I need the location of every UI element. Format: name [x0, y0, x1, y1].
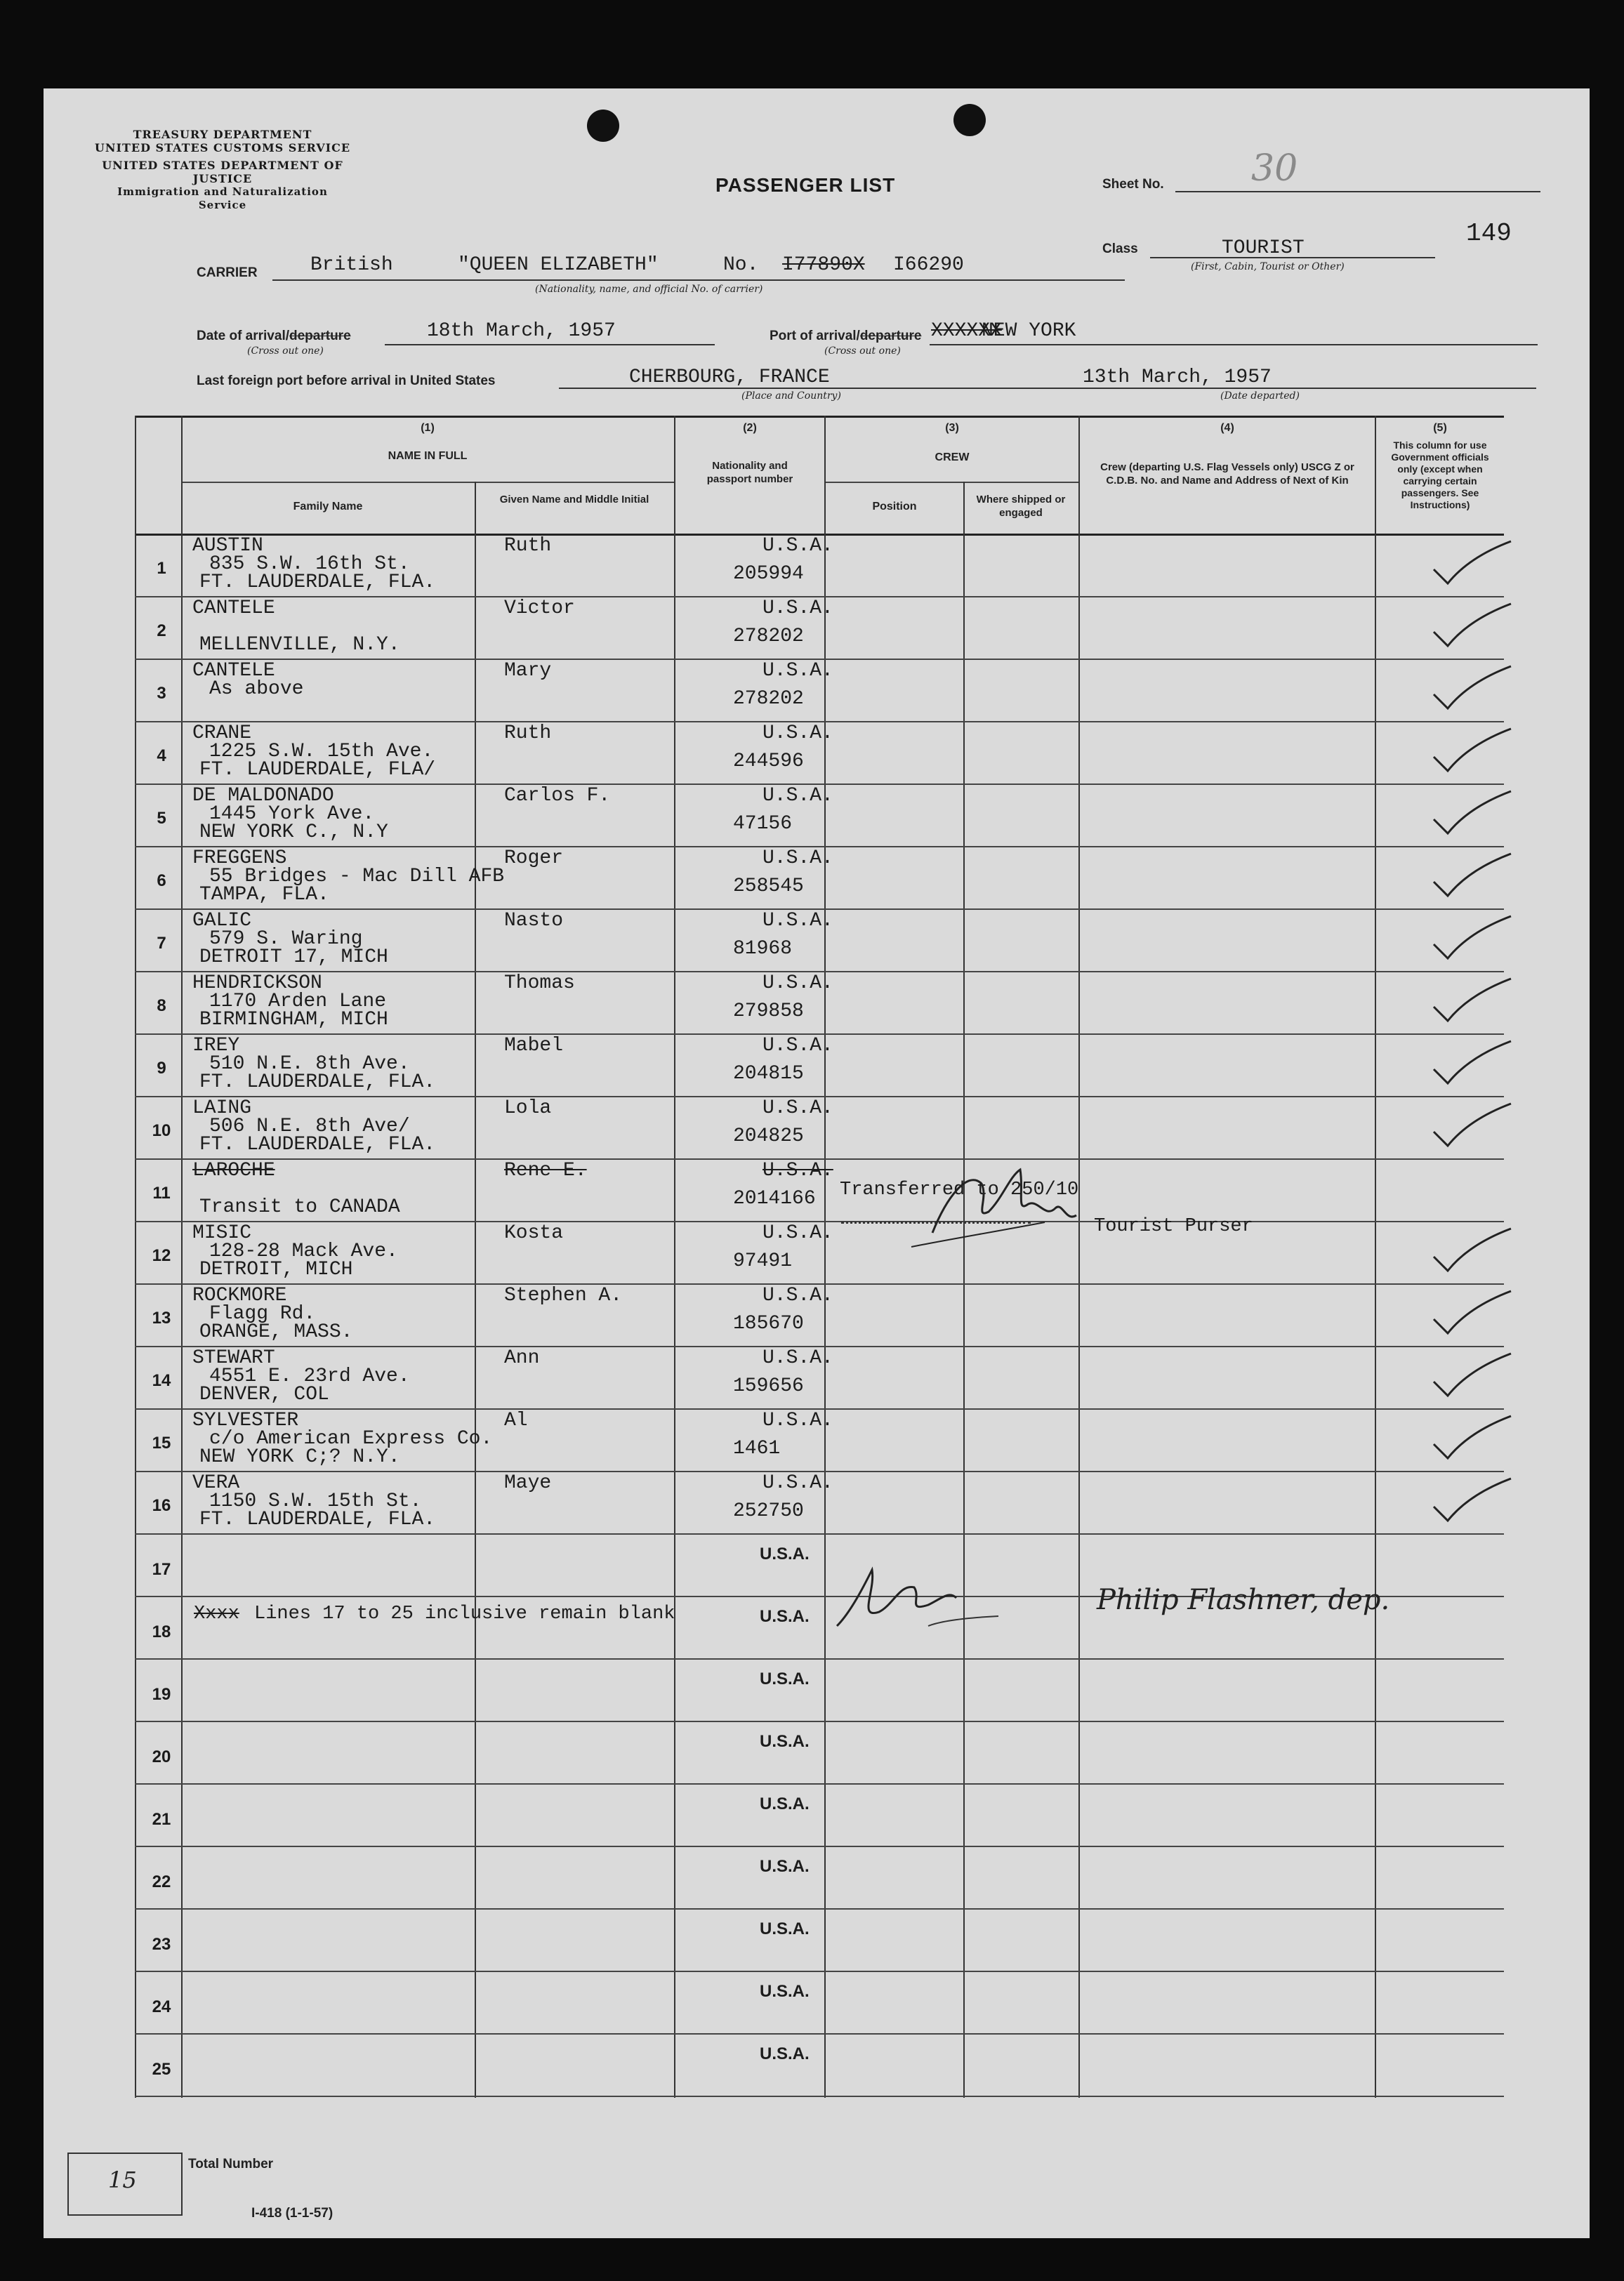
punch-hole-left: [587, 110, 619, 142]
passport-number: 205994: [733, 563, 804, 585]
table-row: [44, 535, 1590, 597]
passport-number: 97491: [733, 1250, 793, 1272]
passenger-list-sheet: [44, 88, 1590, 2238]
address-line-2: FT. LAUDERDALE, FLA.: [199, 1071, 436, 1093]
nationality: U.S.A.: [763, 722, 833, 744]
given-name: Roger: [504, 847, 564, 869]
passport-number: 278202: [733, 688, 804, 710]
nationality: U.S.A.: [763, 1347, 833, 1369]
row-number: 12: [152, 1246, 171, 1265]
address-line-1: Flagg Rd.: [209, 1303, 316, 1325]
check-mark-icon: [1420, 1350, 1518, 1406]
nationality: U.S.A.: [763, 1160, 833, 1182]
address-line-2: MELLENVILLE, N.Y.: [199, 634, 400, 656]
carrier-number: I66290: [893, 254, 964, 276]
date-arrival-line: [385, 344, 715, 345]
address-line-1: 835 S.W. 16th St.: [209, 553, 410, 575]
given-name: Rene E.: [504, 1160, 587, 1182]
table-row: [44, 1035, 1590, 1097]
row-number: 7: [157, 934, 166, 953]
address-line-1: 128-28 Mack Ave.: [209, 1241, 398, 1262]
last-port-date-caption: (Date departed): [1220, 390, 1300, 402]
date-arrival-value: 18th March, 1957: [427, 320, 616, 342]
family-name: CANTELE: [192, 597, 275, 619]
table-row: [44, 722, 1590, 785]
table-row: [44, 1410, 1590, 1472]
address-line-1: 1170 Arden Lane: [209, 991, 387, 1012]
row17-signature-scrawl: [823, 1556, 1048, 1640]
given-name: Victor: [504, 597, 575, 619]
row-number: 6: [157, 871, 166, 890]
check-mark-icon: [1420, 1288, 1518, 1344]
total-label: Total Number: [188, 2157, 274, 2171]
check-mark-icon: [1420, 1038, 1518, 1094]
agency-header: [93, 128, 352, 212]
row-number: 2: [157, 621, 166, 640]
address-line-2: DETROIT, MICH: [199, 1259, 353, 1281]
address-line-1: 55 Bridges - Mac Dill AFB: [209, 866, 505, 887]
address-line-2: NEW YORK C., N.Y: [199, 821, 388, 843]
col5-num: (5): [1433, 422, 1447, 434]
table-row: [44, 972, 1590, 1035]
row-number: 4: [157, 746, 166, 765]
last-port-value: CHERBOURG, FRANCE: [629, 366, 830, 388]
table-row: [44, 2035, 1590, 2097]
port-arrival-value: NEW YORK: [982, 320, 1076, 342]
address-line-1: 579 S. Waring: [209, 928, 363, 950]
nationality: U.S.A.: [763, 972, 833, 994]
address-line-1: 1445 York Ave.: [209, 803, 375, 825]
blank-note-struck: Xxxx: [194, 1604, 239, 1625]
family-name: LAING: [192, 1097, 252, 1119]
header-sub-line-name: [181, 482, 674, 483]
carrier-no-struck: I77890X: [782, 254, 865, 276]
row-number: 17: [152, 1560, 171, 1579]
agency-line-customs: UNITED STATES CUSTOMS SERVICE: [94, 141, 351, 154]
family-name: LAROCHE: [192, 1160, 275, 1182]
passport-number: 204825: [733, 1125, 804, 1147]
header-sub-line-crew: [826, 482, 1078, 483]
passport-number: 278202: [733, 626, 804, 647]
nationality: U.S.A.: [760, 2044, 810, 2063]
check-mark-icon: [1420, 663, 1518, 719]
form-title: PASSENGER LIST: [715, 174, 896, 196]
table-row: [44, 785, 1590, 847]
address-line-1: As above: [209, 678, 304, 700]
address-line-2: BIRMINGHAM, MICH: [199, 1009, 388, 1031]
row-number: 21: [152, 1810, 171, 1829]
row-divider: [135, 2096, 1504, 2097]
table-row: [44, 660, 1590, 722]
check-mark-icon: [1420, 1413, 1518, 1469]
family-name: GALIC: [192, 910, 252, 932]
col3-where-header: Where shipped or engaged: [976, 494, 1066, 519]
row-number: 24: [152, 1997, 171, 2016]
address-line-2: ORANGE, MASS.: [199, 1321, 353, 1343]
row-number: 23: [152, 1935, 171, 1954]
carrier-line: [272, 279, 1125, 281]
check-mark-icon: [1420, 788, 1518, 844]
port-arrival-line: [930, 344, 1538, 345]
address-line-1: 1150 S.W. 15th St.: [209, 1490, 422, 1512]
given-name: Mary: [504, 660, 552, 682]
table-row: [44, 1722, 1590, 1785]
row-number: 19: [152, 1685, 171, 1704]
carrier-no-label: No.: [723, 254, 759, 276]
address-line-1: 506 N.E. 8th Ave/: [209, 1116, 410, 1137]
nationality: U.S.A.: [763, 910, 833, 932]
passport-number: 159656: [733, 1375, 804, 1397]
row-number: 20: [152, 1747, 171, 1766]
passport-number: 252750: [733, 1500, 804, 1522]
col3-position-header: Position: [872, 501, 917, 513]
address-line-2: FT. LAUDERDALE, FLA/: [199, 759, 436, 781]
family-name: MISIC: [192, 1222, 252, 1244]
address-line-1: 510 N.E. 8th Ave.: [209, 1053, 410, 1075]
check-mark-icon: [1420, 913, 1518, 969]
given-name: Kosta: [504, 1222, 564, 1244]
address-line-2: NEW YORK C;? N.Y.: [199, 1446, 400, 1468]
nationality: U.S.A.: [763, 1410, 833, 1432]
table-row: [44, 910, 1590, 972]
address-line-1: 4551 E. 23rd Ave.: [209, 1366, 410, 1387]
address-line-2: DETROIT 17, MICH: [199, 946, 388, 968]
check-mark-icon: [1420, 1475, 1518, 1531]
nationality: U.S.A.: [760, 1982, 810, 2001]
nationality: U.S.A.: [763, 535, 833, 557]
col3-title: CREW: [935, 451, 970, 463]
last-port-line: [559, 388, 1536, 389]
family-name: FREGGENS: [192, 847, 287, 869]
family-name: HENDRICKSON: [192, 972, 322, 994]
date-arrival-text: Date of arrival/: [197, 329, 289, 343]
agency-line-treasury: TREASURY DEPARTMENT: [133, 128, 312, 141]
table-row: [44, 1785, 1590, 1847]
given-name: Stephen A.: [504, 1285, 623, 1307]
row-number: 9: [157, 1059, 166, 1078]
class-caption: (First, Cabin, Tourist or Other): [1191, 261, 1345, 272]
agency-line-justice: UNITED STATES DEPARTMENT OF JUSTICE: [102, 159, 343, 185]
col2-num: (2): [743, 422, 757, 434]
address-line-2: DENVER, COL: [199, 1384, 329, 1406]
nationality: U.S.A.: [763, 1472, 833, 1494]
class-label: Class: [1102, 242, 1138, 256]
blank-note-text: Lines 17 to 25 inclusive remain blank: [254, 1604, 675, 1625]
port-struck: XXXXXX: [931, 320, 1002, 342]
col2-title: Nationality and passport number: [706, 460, 793, 485]
sheet-no-value: 30: [1251, 147, 1298, 190]
table-row: [44, 1347, 1590, 1410]
date-arrival-struck: departure: [289, 329, 351, 343]
nationality: U.S.A.: [763, 785, 833, 807]
given-name: Al: [504, 1410, 528, 1432]
col1-given-header: Given Name and Middle Initial: [499, 494, 649, 505]
date-arrival-label: [197, 329, 351, 344]
carrier-label: CARRIER: [197, 265, 258, 280]
form-id: I-418 (1-1-57): [251, 2206, 334, 2221]
last-port-caption: (Place and Country): [741, 390, 841, 402]
check-mark-icon: [1420, 600, 1518, 656]
port-arrival-struck: departure: [859, 329, 922, 343]
check-mark-icon: [1420, 1225, 1518, 1281]
address-line-1: 1225 S.W. 15th Ave.: [209, 741, 434, 762]
nationality: U.S.A.: [760, 1670, 810, 1688]
page-number: 149: [1466, 219, 1512, 248]
given-name: Mabel: [504, 1035, 564, 1057]
row-number: 8: [157, 996, 166, 1015]
family-name: ROCKMORE: [192, 1285, 287, 1307]
passport-number: 244596: [733, 751, 804, 772]
family-name: CRANE: [192, 722, 252, 744]
row-number: 13: [152, 1309, 171, 1328]
passport-number: 47156: [733, 813, 793, 835]
row-number: 1: [157, 559, 166, 578]
date-arrival-caption: (Cross out one): [247, 345, 324, 357]
row-number: 10: [152, 1121, 171, 1140]
col1-num: (1): [421, 422, 435, 434]
family-name: VERA: [192, 1472, 240, 1494]
row-number: 22: [152, 1872, 171, 1891]
row-number: 3: [157, 684, 166, 703]
row-number: 25: [152, 2060, 171, 2079]
nationality: U.S.A.: [763, 660, 833, 682]
carrier-name: "QUEEN ELIZABETH": [458, 254, 659, 276]
table-row: [44, 1847, 1590, 1910]
row11-signature-scrawl: [904, 1156, 1087, 1254]
row-number: 16: [152, 1496, 171, 1515]
passport-number: 258545: [733, 875, 804, 897]
address-line-2: FT. LAUDERDALE, FLA.: [199, 571, 436, 593]
table-row: [44, 1160, 1590, 1222]
passport-number: 2014166: [733, 1188, 816, 1210]
given-name: Lola: [504, 1097, 552, 1119]
passport-number: 81968: [733, 938, 793, 960]
check-mark-icon: [1420, 538, 1518, 594]
row11-crew-sig: Tourist Purser: [1094, 1216, 1253, 1237]
given-name: Ruth: [504, 535, 552, 557]
last-port-date: 13th March, 1957: [1083, 366, 1272, 388]
address-line-2: FT. LAUDERDALE, FLA.: [199, 1134, 436, 1156]
family-name: STEWART: [192, 1347, 275, 1369]
col3-num: (3): [945, 422, 959, 434]
carrier-nationality: British: [310, 254, 393, 276]
row-number: 18: [152, 1622, 171, 1641]
row-number: 11: [152, 1184, 171, 1203]
carrier-caption: (Nationality, name, and official No. of carrier): [535, 284, 763, 295]
nationality: U.S.A.: [763, 847, 833, 869]
table-row: [44, 1472, 1590, 1535]
nationality: U.S.A.: [763, 1285, 833, 1307]
check-mark-icon: [1420, 975, 1518, 1031]
given-name: Maye: [504, 1472, 552, 1494]
row17-kin-signature: Philip Flashner, dep.: [1097, 1584, 1390, 1616]
table-row: [44, 597, 1590, 660]
row11-crew-note: Transferred to 250/10: [840, 1179, 1079, 1201]
col1-family-header: Family Name: [293, 501, 363, 513]
check-mark-icon: [1420, 850, 1518, 906]
nationality: U.S.A.: [760, 1607, 810, 1626]
nationality: U.S.A.: [760, 1794, 810, 1813]
row-number: 5: [157, 809, 166, 828]
passport-number: 279858: [733, 1000, 804, 1022]
table-row: [44, 1222, 1590, 1285]
table-row: [44, 1285, 1590, 1347]
family-name: CANTELE: [192, 660, 275, 682]
family-name: IREY: [192, 1035, 240, 1057]
table-row: [44, 1972, 1590, 2035]
nationality: U.S.A.: [763, 1035, 833, 1057]
agency-line-ins: Immigration and Naturalization Service: [117, 185, 328, 211]
passport-number: 1461: [733, 1438, 781, 1460]
address-line-2: TAMPA, FLA.: [199, 884, 329, 906]
sheet-no-line: [1175, 191, 1540, 192]
last-port-label: Last foreign port before arrival in United States: [197, 373, 496, 388]
col1-title: NAME IN FULL: [388, 450, 468, 462]
passport-number: 185670: [733, 1313, 804, 1335]
given-name: Ruth: [504, 722, 552, 744]
table-row: [44, 1660, 1590, 1722]
row-number: 15: [152, 1434, 171, 1453]
address-line-2: FT. LAUDERDALE, FLA.: [199, 1509, 436, 1530]
total-value: 15: [108, 2167, 137, 2193]
given-name: Ann: [504, 1347, 540, 1369]
class-line: [1150, 257, 1435, 258]
nationality: U.S.A.: [763, 597, 833, 619]
nationality: U.S.A.: [760, 1857, 810, 1876]
col4-title: Crew (departing U.S. Flag Vessels only) USCG Z or C.D.B. No. and Name and Address of Next of Kin: [1100, 461, 1354, 487]
table-row: [44, 1910, 1590, 1972]
nationality: U.S.A.: [763, 1097, 833, 1119]
table-top-border: [135, 416, 1504, 418]
sheet-no-label: Sheet No.: [1102, 177, 1164, 192]
row-number: 14: [152, 1371, 171, 1390]
given-name: Thomas: [504, 972, 575, 994]
family-name: AUSTIN: [192, 535, 263, 557]
given-name: Carlos F.: [504, 785, 611, 807]
port-arrival-label: [770, 329, 921, 344]
check-mark-icon: [1420, 725, 1518, 781]
class-value: TOURIST: [1222, 237, 1305, 259]
table-row: [44, 847, 1590, 910]
address-line-2: Transit to CANADA: [199, 1196, 400, 1218]
port-arrival-caption: (Cross out one): [824, 345, 901, 357]
col4-num: (4): [1220, 422, 1234, 434]
address-line-1: c/o American Express Co.: [209, 1428, 493, 1450]
passport-number: 204815: [733, 1063, 804, 1085]
check-mark-icon: [1420, 1100, 1518, 1156]
nationality: U.S.A.: [760, 1545, 810, 1563]
family-name: DE MALDONADO: [192, 785, 334, 807]
nationality: U.S.A.: [760, 1732, 810, 1751]
family-name: SYLVESTER: [192, 1410, 299, 1432]
nationality: U.S.A.: [760, 1919, 810, 1938]
table-row: [44, 1097, 1590, 1160]
given-name: Nasto: [504, 910, 564, 932]
col5-title: This column for use Government officials only (except when carrying certain passengers. See Instructions): [1391, 439, 1489, 510]
port-arrival-text: Port of arrival/: [770, 329, 860, 343]
punch-hole-right: [953, 104, 986, 136]
nationality: U.S.A.: [763, 1222, 833, 1244]
